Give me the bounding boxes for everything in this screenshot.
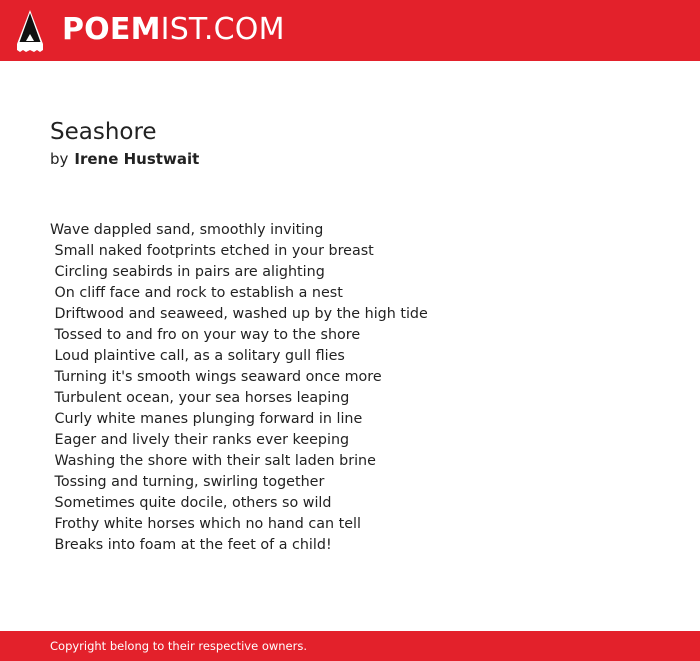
poem-body — [50, 220, 428, 556]
poem-line: Small naked footprints etched in your breast — [50, 243, 374, 259]
poem-line: Tossing and turning, swirling together — [50, 474, 325, 490]
site-logo[interactable] — [62, 12, 285, 48]
poem-line: Sometimes quite docile, others so wild — [50, 495, 332, 511]
poem-line: Curly white manes plunging forward in line — [50, 411, 363, 427]
logo-light-text: IST.COM — [160, 12, 285, 47]
poem-title: Seashore — [50, 119, 157, 145]
copyright-notice: Copyright belong to their respective owners. — [50, 639, 308, 653]
poem-line: Wave dappled sand, smoothly inviting — [50, 222, 324, 238]
poem-line: Driftwood and seaweed, washed up by the high tide — [50, 306, 428, 322]
site-footer — [0, 631, 700, 661]
poem-line: Tossed to and fro on your way to the shore — [50, 327, 361, 343]
poem-line: Circling seabirds in pairs are alighting — [50, 264, 325, 280]
poem-line: Turbulent ocean, your sea horses leaping — [50, 390, 350, 406]
poem-line: On cliff face and rock to establish a nest — [50, 285, 343, 301]
by-label: by — [50, 150, 69, 168]
byline — [50, 150, 199, 168]
poem-line: Loud plaintive call, as a solitary gull flies — [50, 348, 345, 364]
poem-line: Frothy white horses which no hand can tell — [50, 516, 361, 532]
poem-line: Eager and lively their ranks ever keeping — [50, 432, 350, 448]
logo-bold-text: POEM — [62, 12, 161, 47]
poem-line: Turning it's smooth wings seaward once more — [50, 369, 382, 385]
poem-line: Washing the shore with their salt laden brine — [50, 453, 376, 469]
author-name: Irene Hustwait — [74, 150, 200, 168]
site-header — [0, 0, 700, 61]
pencil-icon[interactable] — [17, 10, 43, 52]
poem-line: Breaks into foam at the feet of a child! — [50, 537, 332, 553]
